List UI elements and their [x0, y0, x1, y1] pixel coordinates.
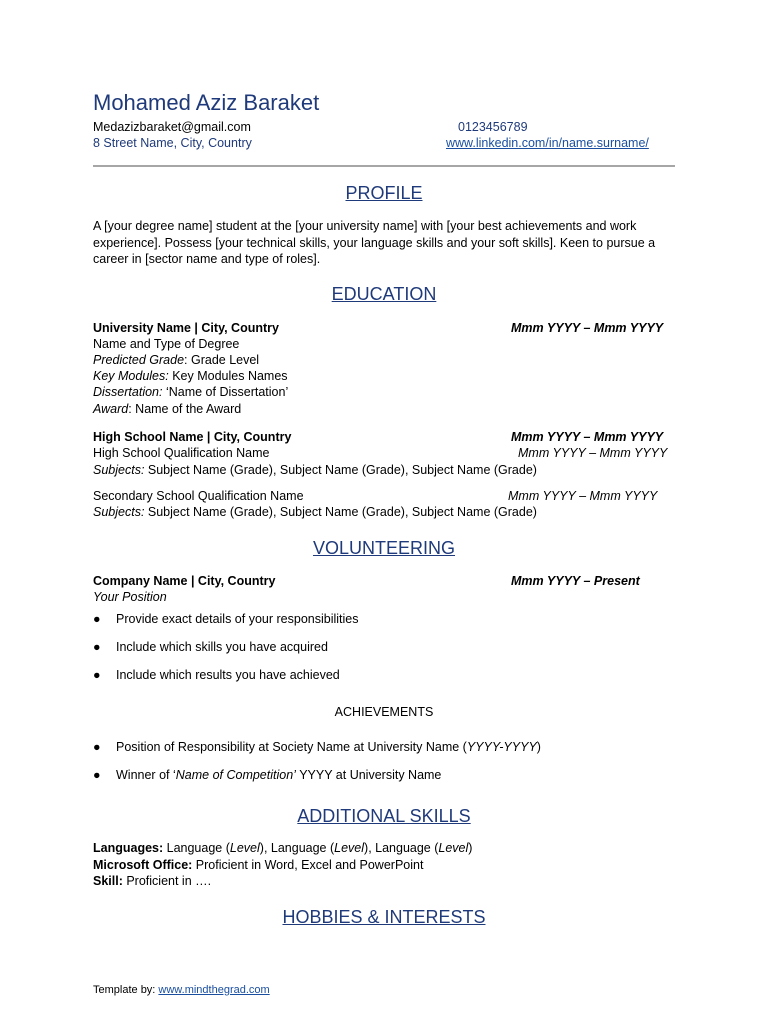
- phone: 0123456789: [458, 120, 528, 134]
- office-line: Microsoft Office: Proficient in Word, Excel and PowerPoint: [93, 858, 424, 872]
- profile-heading: PROFILE: [345, 183, 423, 203]
- address: 8 Street Name, City, Country: [93, 136, 252, 150]
- email: Medazizbaraket@gmail.com: [93, 120, 251, 134]
- highschool-dates: Mmm YYYY – Mmm YYYY: [511, 430, 664, 444]
- degree-name: Name and Type of Degree: [93, 337, 240, 351]
- bullet-icon: ●: [93, 640, 101, 654]
- bullet-icon: ●: [93, 612, 101, 626]
- highschool-subjects: Subjects: Subject Name (Grade), Subject Name (Grade), Subject Name (Grade): [93, 463, 537, 477]
- company-title: Company Name | City, Country: [93, 574, 276, 588]
- highschool-qualification: High School Qualification Name: [93, 446, 270, 460]
- key-modules: Key Modules: Key Modules Names: [93, 369, 288, 383]
- highschool-qualification-dates: Mmm YYYY – Mmm YYYY: [518, 446, 668, 460]
- list-item: ● Position of Responsibility at Society Name at University Name (YYYY-YYYY): [93, 740, 541, 754]
- university-title: University Name | City, Country: [93, 321, 279, 335]
- bullet-icon: ●: [93, 668, 101, 682]
- hobbies-heading: HOBBIES & INTERESTS: [282, 907, 486, 927]
- list-item: ● Include which skills you have acquired: [93, 640, 328, 654]
- predicted-grade: Predicted Grade: Grade Level: [93, 353, 260, 367]
- bullet-icon: ●: [93, 740, 101, 754]
- dissertation: Dissertation: ‘Name of Dissertation’: [93, 385, 289, 399]
- secondary-qualification: Secondary School Qualification Name: [93, 489, 304, 503]
- footer-link[interactable]: www.mindthegrad.com: [158, 984, 270, 996]
- list-item: ● Provide exact details of your responsibilities: [93, 612, 359, 626]
- candidate-name: Mohamed Aziz Baraket: [93, 90, 320, 115]
- highschool-title: High School Name | City, Country: [93, 430, 292, 444]
- university-dates: Mmm YYYY – Mmm YYYY: [511, 321, 664, 335]
- volunteering-heading: VOLUNTEERING: [312, 538, 456, 558]
- profile-text: A [your degree name] student at the [your university name] with [your best achievements and work experience]. Possess [your technical skills, your language skills and your soft skills]. Keen to pursue a career in [sector name and type of roles].: [93, 219, 656, 266]
- volunteering-dates: Mmm YYYY – Present: [511, 574, 640, 588]
- secondary-subjects: Subjects: Subject Name (Grade), Subject Name (Grade), Subject Name (Grade): [93, 505, 537, 519]
- skills-heading: ADDITIONAL SKILLS: [297, 806, 471, 826]
- header-divider: [93, 165, 675, 167]
- secondary-dates: Mmm YYYY – Mmm YYYY: [508, 489, 658, 503]
- languages-line: Languages: Language (Level), Language (Level), Language (Level): [93, 841, 473, 855]
- footer: Template by: www.mindthegrad.com: [93, 984, 270, 996]
- position-title: Your Position: [93, 590, 167, 604]
- bullet-icon: ●: [93, 768, 101, 782]
- education-heading: EDUCATION: [331, 284, 437, 304]
- list-item: ● Include which results you have achieved: [93, 668, 340, 682]
- list-item: ● Winner of ‘Name of Competition’ YYYY at University Name: [93, 768, 442, 782]
- achievements-heading: ACHIEVEMENTS: [334, 705, 434, 719]
- linkedin-link[interactable]: www.linkedin.com/in/name.surname/: [446, 136, 649, 150]
- award: Award: Name of the Award: [93, 402, 242, 416]
- skill-line: Skill: Proficient in ….: [93, 874, 212, 888]
